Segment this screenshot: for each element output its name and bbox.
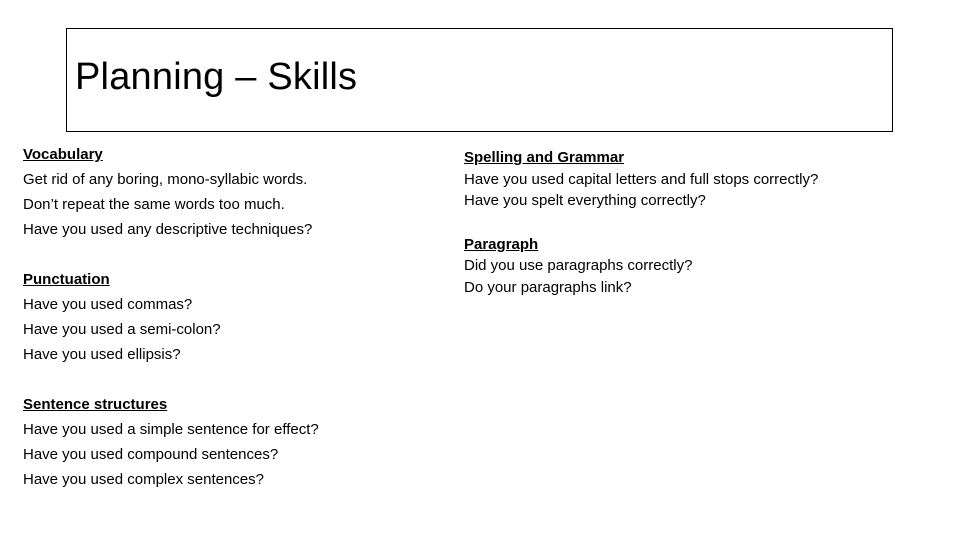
section-punctuation bbox=[23, 267, 443, 367]
section-spelling-grammar bbox=[464, 147, 934, 212]
section-vocabulary bbox=[23, 142, 443, 242]
section-line: Have you spelt everything correctly? bbox=[464, 192, 706, 209]
section-heading: Punctuation bbox=[23, 271, 110, 288]
section-heading: Paragraph bbox=[464, 235, 539, 253]
section-heading: Spelling and Grammar bbox=[464, 149, 625, 166]
section-line: Have you used compound sentences? bbox=[23, 446, 279, 463]
section-line: Get rid of any boring, mono-syllabic words. bbox=[23, 171, 308, 188]
section-line: Have you used complex sentences? bbox=[23, 471, 264, 488]
slide-title: Planning – Skills bbox=[75, 56, 358, 98]
section-line: Have you used any descriptive techniques? bbox=[23, 221, 313, 238]
title-box bbox=[66, 28, 893, 132]
section-line: Did you use paragraphs correctly? bbox=[464, 257, 693, 274]
section-line: Have you used capital letters and full stops correctly? bbox=[464, 170, 819, 188]
section-line: Do your paragraphs link? bbox=[464, 278, 632, 296]
section-line: Have you used ellipsis? bbox=[23, 346, 181, 363]
section-paragraph bbox=[464, 234, 934, 299]
right-column bbox=[464, 147, 934, 320]
left-column bbox=[23, 142, 443, 517]
section-line: Have you used a semi-colon? bbox=[23, 321, 221, 338]
section-line: Have you used commas? bbox=[23, 296, 193, 313]
section-sentence-structures bbox=[23, 392, 443, 492]
section-heading: Vocabulary bbox=[23, 146, 103, 163]
section-line: Don’t repeat the same words too much. bbox=[23, 196, 285, 213]
section-heading: Sentence structures bbox=[23, 396, 168, 413]
section-line: Have you used a simple sentence for effect? bbox=[23, 421, 319, 438]
